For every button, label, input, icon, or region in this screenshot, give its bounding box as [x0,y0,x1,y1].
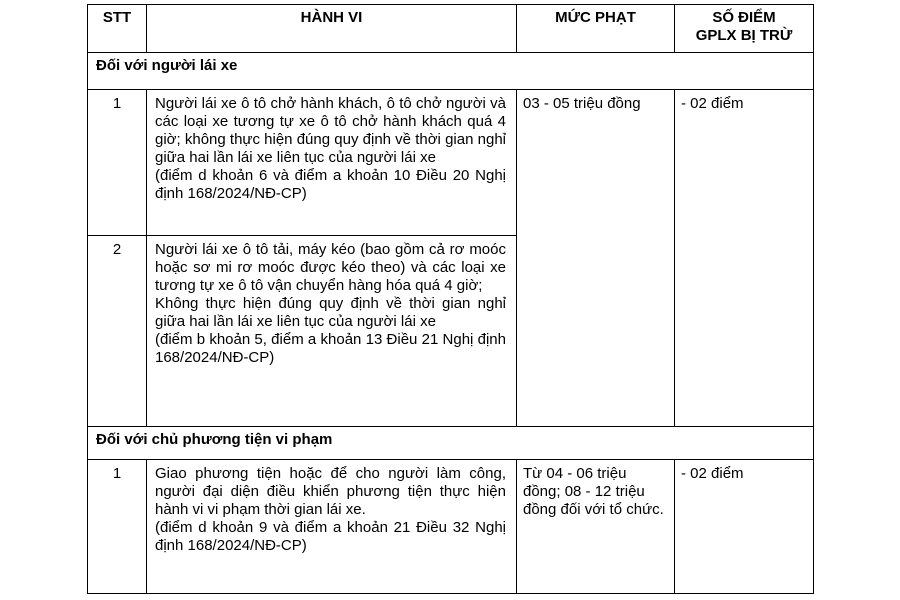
row-action-text: Giao phương tiện hoặc để cho người làm công, người đại diện điều khiển phương tiện thực hiện hành vi vi phạm thời gian lái xe. [155,465,506,518]
header-points [675,5,814,53]
section-row-drivers [88,53,814,90]
table-row [88,90,814,236]
table-row [88,460,814,594]
row-stt: 2 [88,236,147,427]
header-fine: MỨC PHẠT [517,5,675,53]
header-action: HÀNH VI [147,5,517,53]
header-stt: STT [88,5,147,53]
row-action [147,90,517,236]
row-action [147,236,517,427]
row-stt: 1 [88,460,147,594]
row-action-ref: (điểm d khoản 9 và điểm a khoản 21 Điều 32 Nghị định 168/2024/NĐ-CP) [155,519,506,554]
row-action-text-2: Không thực hiện đúng quy định về thời gian nghỉ giữa hai lần lái xe liên tục của người lái xe [155,295,506,330]
row-action-text: Người lái xe ô tô chở hành khách, ô tô chở người và các loại xe tương tự xe ô tô chở hành khách quá 4 giờ; không thực hiện đúng quy định về thời gian nghỉ giữa hai lần lái xe liên tục của người lái xe [155,95,506,166]
section-row-owners [88,427,814,460]
row-action-text: Người lái xe ô tô tải, máy kéo (bao gồm cả rơ moóc hoặc sơ mi rơ moóc được kéo theo) và các loại xe tương tự xe ô tô vận chuyển hàng hóa quá 4 giờ; [155,241,506,294]
penalty-table [87,4,814,594]
section-title-owners: Đối với chủ phương tiện vi phạm [88,427,814,460]
section-title-drivers: Đối với người lái xe [88,53,814,90]
row-points: - 02 điểm [675,90,814,427]
header-points-line1: SỐ ĐIỂM [712,9,776,26]
row-fine: 03 - 05 triệu đồng [517,90,675,427]
row-action [147,460,517,594]
header-points-line2: GPLX BỊ TRỪ [695,27,793,44]
row-action-ref: (điểm d khoản 6 và điểm a khoản 10 Điều 20 Nghị định 168/2024/NĐ-CP) [155,167,506,202]
row-stt: 1 [88,90,147,236]
row-action-ref: (điểm b khoản 5, điểm a khoản 13 Điều 21 Nghị định 168/2024/NĐ-CP) [155,331,506,366]
row-points: - 02 điểm [675,460,814,594]
table-header-row [88,5,814,53]
row-fine: Từ 04 - 06 triệu đồng; 08 - 12 triệu đồng đối với tổ chức. [517,460,675,594]
